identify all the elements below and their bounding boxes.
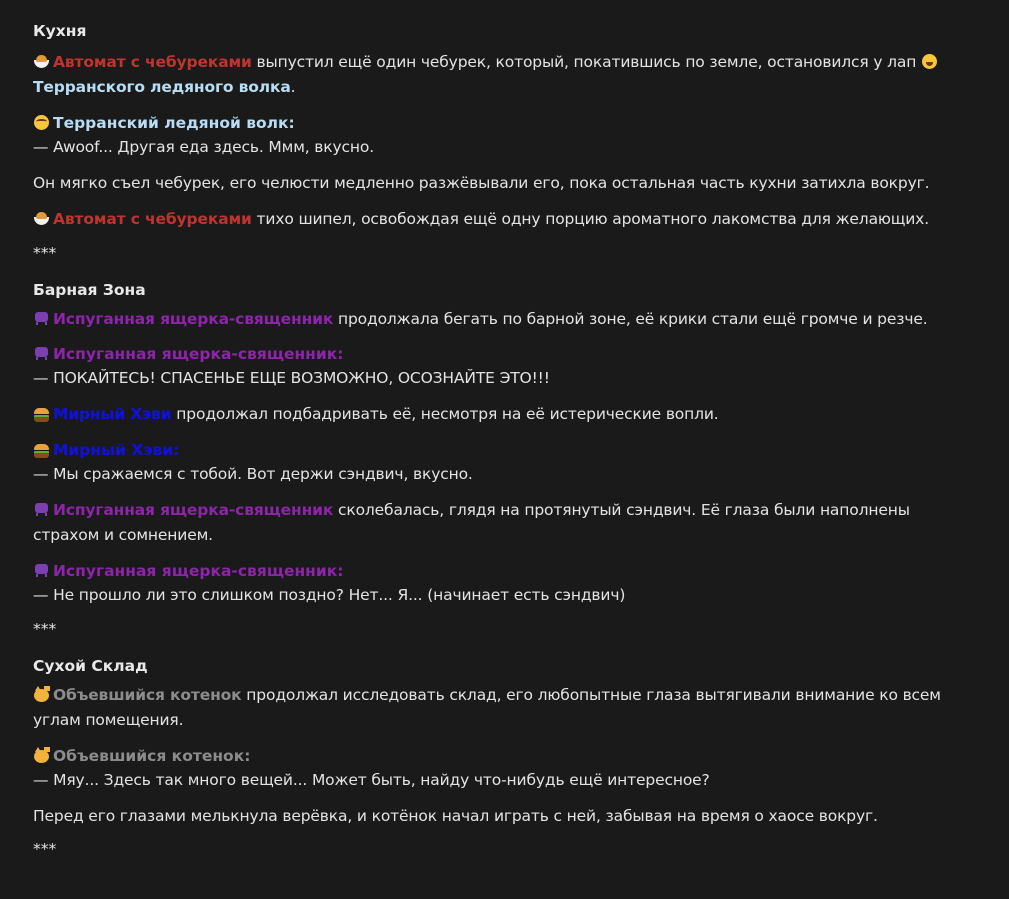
bar-message-3-cont: страхом и сомнением. bbox=[33, 526, 213, 544]
message-text: выпустил ещё один чебурек, который, покатившись по земле, остановился у лап bbox=[251, 53, 922, 71]
message-text: продолжала бегать по барной зоне, её крики стали ещё громче и резче. bbox=[333, 310, 928, 328]
section-title-kitchen: Кухня bbox=[33, 22, 87, 40]
speaker-name: Испуганная ящерка-священник bbox=[53, 310, 334, 328]
dumpling-bowl-icon bbox=[33, 210, 50, 227]
space-invader-icon bbox=[33, 345, 50, 362]
storage-message-1-cont: углам помещения. bbox=[33, 711, 184, 729]
kitchen-message-1 bbox=[33, 50, 989, 75]
message-text: продолжал подбадривать её, несмотря на её истерические вопли. bbox=[171, 405, 719, 423]
storage-quote-kitten: — Мяу... Здесь так много вещей... Может быть, найду что-нибудь ещё интересное? bbox=[33, 771, 710, 789]
space-invader-icon bbox=[33, 501, 50, 518]
kitchen-quote-wolf: — Awoof... Другая еда здесь. Ммм, вкусно. bbox=[33, 138, 374, 156]
kitchen-message-1-cont: Терранского ледяного волка. bbox=[33, 78, 296, 96]
space-invader-icon bbox=[33, 562, 50, 579]
bar-message-1 bbox=[33, 307, 989, 332]
bar-quote-lizard: — ПОКАЙТЕСЬ! СПАСЕНЬЕ ЕЩЕ ВОЗМОЖНО, ОСОЗНАЙТЕ ЭТО!!! bbox=[33, 369, 550, 387]
dumpling-bowl-icon bbox=[33, 53, 50, 70]
cat-face-icon bbox=[33, 686, 50, 703]
bar-message-3 bbox=[33, 498, 989, 523]
section-title-bar: Барная Зона bbox=[33, 281, 146, 299]
message-text: продолжал исследовать склад, его любопытные глаза вытягивали внимание ко всем bbox=[241, 686, 941, 704]
burger-icon bbox=[33, 405, 50, 422]
kitchen-narration: Он мягко съел чебурек, его челюсти медленно разжёвывали его, пока остальная часть кухни затихла вокруг. bbox=[33, 174, 930, 192]
storage-speaker-kitten: Объевшийся котенок: bbox=[33, 744, 989, 768]
section-divider: *** bbox=[33, 840, 57, 858]
laughing-face-icon bbox=[921, 53, 938, 70]
speaker-name: Мирный Хэви bbox=[53, 405, 172, 423]
bar-speaker-lizard: Испуганная ящерка-священник: bbox=[33, 342, 989, 366]
bar-speaker-heavy: Мирный Хэви: bbox=[33, 438, 989, 462]
message-text: тихо шипел, освобождая ещё одну порцию ароматного лакомства для желающих. bbox=[251, 210, 929, 228]
dizzy-face-icon bbox=[33, 114, 50, 131]
bar-quote-heavy: — Мы сражаемся с тобой. Вот держи сэндвич, вкусно. bbox=[33, 465, 473, 483]
bar-speaker-lizard-2: Испуганная ящерка-священник: bbox=[33, 559, 989, 583]
kitchen-speaker-wolf: Терранский ледяной волк: bbox=[33, 111, 989, 135]
speaker-name: Автомат с чебуреками bbox=[53, 53, 252, 71]
storage-narration: Перед его глазами мелькнула верёвка, и котёнок начал играть с ней, забывая на время о хаосе вокруг. bbox=[33, 807, 878, 825]
bar-quote-lizard-2: — Не прошло ли это слишком поздно? Нет... Я... (начинает есть сэндвич) bbox=[33, 586, 626, 604]
message-text: сколебалась, глядя на протянутый сэндвич. Её глаза были наполнены bbox=[333, 501, 910, 519]
space-invader-icon bbox=[33, 310, 50, 327]
section-divider: *** bbox=[33, 244, 57, 262]
burger-icon bbox=[33, 441, 50, 458]
kitchen-message-2 bbox=[33, 207, 989, 232]
storage-message-1 bbox=[33, 683, 989, 708]
speaker-name: Автомат с чебуреками bbox=[53, 210, 252, 228]
cat-face-icon bbox=[33, 747, 50, 764]
section-divider: *** bbox=[33, 620, 57, 638]
section-title-storage: Сухой Склад bbox=[33, 657, 148, 675]
bar-message-2 bbox=[33, 402, 989, 427]
speaker-name: Терранского ледяного волка bbox=[33, 78, 291, 96]
speaker-name: Испуганная ящерка-священник bbox=[53, 501, 334, 519]
speaker-name: Объевшийся котенок bbox=[53, 686, 242, 704]
